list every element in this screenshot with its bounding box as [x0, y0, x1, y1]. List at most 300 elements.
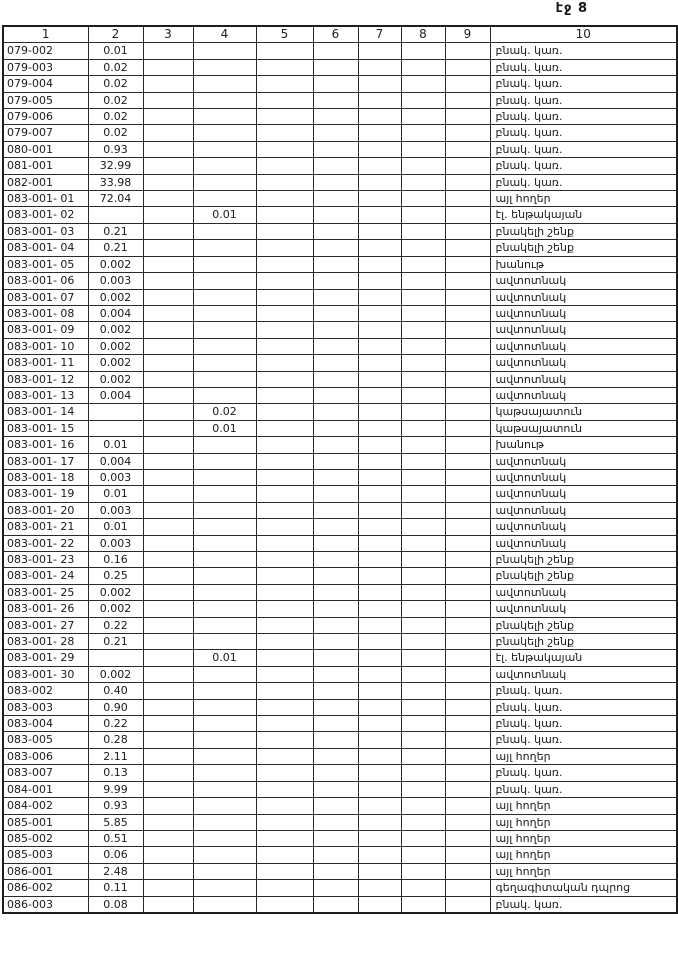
- table-cell: [445, 535, 490, 551]
- table-cell: 083-006: [3, 748, 88, 764]
- table-cell: [313, 601, 358, 617]
- table-cell: [256, 601, 313, 617]
- table-cell: [256, 584, 313, 600]
- table-cell: [445, 76, 490, 92]
- table-row: [3, 92, 677, 108]
- table-cell: 083-007: [3, 765, 88, 781]
- table-cell: 083-001- 21: [3, 519, 88, 535]
- table-cell: [401, 683, 445, 699]
- table-cell: [193, 305, 256, 321]
- table-cell: [445, 502, 490, 518]
- table-cell: [193, 174, 256, 190]
- table-cell: [358, 240, 401, 256]
- table-cell: [313, 174, 358, 190]
- table-cell: [313, 699, 358, 715]
- table-cell: բնակելի շենք: [490, 617, 677, 633]
- table-cell: [143, 798, 193, 814]
- table-row: [3, 716, 677, 732]
- table-cell: ավտոտնակ: [490, 338, 677, 354]
- table-cell: [445, 683, 490, 699]
- table-cell: կաթսայատուն: [490, 404, 677, 420]
- table-cell: [143, 552, 193, 568]
- table-cell: բնակ. կառ.: [490, 43, 677, 59]
- table-cell: [256, 716, 313, 732]
- table-row: [3, 781, 677, 797]
- table-cell: [143, 355, 193, 371]
- table-cell: [256, 847, 313, 863]
- table-cell: ավտոտնակ: [490, 453, 677, 469]
- table-cell: [143, 371, 193, 387]
- table-cell: [143, 568, 193, 584]
- table-cell: [445, 174, 490, 190]
- table-cell: [313, 207, 358, 223]
- table-cell: [143, 92, 193, 108]
- table-row: [3, 305, 677, 321]
- table-cell: ավտոտնակ: [490, 519, 677, 535]
- table-cell: [313, 486, 358, 502]
- table-cell: [193, 273, 256, 289]
- table-cell: [313, 305, 358, 321]
- table-row: [3, 76, 677, 92]
- table-cell: [401, 634, 445, 650]
- table-cell: 0.003: [88, 469, 143, 485]
- table-cell: [143, 699, 193, 715]
- table-cell: [313, 880, 358, 896]
- table-cell: [358, 289, 401, 305]
- table-cell: գեղագիտական դպրոց: [490, 880, 677, 896]
- table-cell: բնակ. կառ.: [490, 92, 677, 108]
- table-row: [3, 420, 677, 436]
- table-cell: [193, 552, 256, 568]
- table-cell: բնակելի շենք: [490, 568, 677, 584]
- table-row: [3, 223, 677, 239]
- table-cell: [445, 191, 490, 207]
- table-cell: 083-002: [3, 683, 88, 699]
- table-cell: [143, 469, 193, 485]
- table-cell: [313, 191, 358, 207]
- table-cell: [401, 666, 445, 682]
- table-cell: [401, 765, 445, 781]
- table-cell: [193, 191, 256, 207]
- table-cell: 0.004: [88, 387, 143, 403]
- table-cell: 083-001- 13: [3, 387, 88, 403]
- table-cell: 0.01: [193, 207, 256, 223]
- table-cell: [358, 896, 401, 913]
- table-cell: [401, 43, 445, 59]
- table-cell: [193, 289, 256, 305]
- table-cell: [358, 830, 401, 846]
- table-cell: [358, 355, 401, 371]
- table-row: [3, 371, 677, 387]
- table-cell: [143, 896, 193, 913]
- table-cell: [358, 191, 401, 207]
- table-cell: [256, 256, 313, 272]
- column-header: 2: [88, 26, 143, 43]
- table-cell: [358, 437, 401, 453]
- table-row: [3, 289, 677, 305]
- table-cell: 084-001: [3, 781, 88, 797]
- table-row: [3, 650, 677, 666]
- column-header: 3: [143, 26, 193, 43]
- table-cell: [143, 601, 193, 617]
- table-cell: [88, 207, 143, 223]
- table-cell: [445, 355, 490, 371]
- table-cell: [256, 732, 313, 748]
- table-cell: բնակ. կառ.: [490, 683, 677, 699]
- table-cell: [143, 650, 193, 666]
- table-cell: [256, 765, 313, 781]
- table-row: [3, 387, 677, 403]
- table-cell: [401, 732, 445, 748]
- table-row: [3, 830, 677, 846]
- table-cell: բնակելի շենք: [490, 240, 677, 256]
- table-cell: 0.01: [88, 437, 143, 453]
- table-cell: խանութ: [490, 437, 677, 453]
- table-cell: [445, 92, 490, 108]
- table-cell: [358, 847, 401, 863]
- table-cell: 0.22: [88, 716, 143, 732]
- table-row: [3, 519, 677, 535]
- table-cell: [143, 387, 193, 403]
- table-cell: [256, 420, 313, 436]
- table-cell: [401, 404, 445, 420]
- table-cell: 083-001- 28: [3, 634, 88, 650]
- table-cell: 0.002: [88, 338, 143, 354]
- table-cell: [143, 404, 193, 420]
- table-cell: 0.02: [88, 92, 143, 108]
- table-cell: [143, 765, 193, 781]
- table-cell: [358, 535, 401, 551]
- table-row: [3, 683, 677, 699]
- table-cell: [143, 289, 193, 305]
- table-cell: [401, 814, 445, 830]
- table-cell: [358, 634, 401, 650]
- table-row: [3, 666, 677, 682]
- table-cell: [358, 666, 401, 682]
- table-cell: [256, 59, 313, 75]
- table-cell: [313, 469, 358, 485]
- table-cell: 081-001: [3, 158, 88, 174]
- table-cell: այլ հողեր: [490, 863, 677, 879]
- table-cell: [193, 634, 256, 650]
- column-header: 9: [445, 26, 490, 43]
- table-cell: [358, 453, 401, 469]
- table-cell: [256, 223, 313, 239]
- table-cell: [445, 863, 490, 879]
- table-cell: [256, 76, 313, 92]
- table-cell: [358, 798, 401, 814]
- table-cell: [256, 191, 313, 207]
- table-cell: [313, 141, 358, 157]
- table-cell: [401, 830, 445, 846]
- table-cell: [313, 76, 358, 92]
- table-cell: 0.01: [88, 486, 143, 502]
- table-cell: [143, 814, 193, 830]
- table-cell: [445, 207, 490, 223]
- table-cell: [445, 847, 490, 863]
- table-cell: [256, 371, 313, 387]
- table-cell: 0.002: [88, 256, 143, 272]
- table-cell: 0.003: [88, 273, 143, 289]
- table-cell: [143, 666, 193, 682]
- table-cell: բնակ. կառ.: [490, 781, 677, 797]
- table-cell: [256, 880, 313, 896]
- table-cell: [358, 273, 401, 289]
- table-cell: [313, 535, 358, 551]
- table-cell: [445, 666, 490, 682]
- table-cell: 0.90: [88, 699, 143, 715]
- table-cell: [401, 880, 445, 896]
- table-row: [3, 732, 677, 748]
- table-cell: [256, 650, 313, 666]
- table-cell: [445, 634, 490, 650]
- table-cell: [313, 584, 358, 600]
- table-cell: ավտոտնակ: [490, 305, 677, 321]
- table-row: [3, 584, 677, 600]
- table-cell: 33.98: [88, 174, 143, 190]
- table-row: [3, 699, 677, 715]
- table-cell: [401, 76, 445, 92]
- table-cell: 72.04: [88, 191, 143, 207]
- table-cell: [445, 223, 490, 239]
- table-cell: 083-001- 03: [3, 223, 88, 239]
- table-cell: [401, 535, 445, 551]
- table-cell: ավտոտնակ: [490, 486, 677, 502]
- table-cell: [256, 699, 313, 715]
- table-cell: [256, 158, 313, 174]
- table-cell: [313, 289, 358, 305]
- table-cell: 0.06: [88, 847, 143, 863]
- table-cell: [313, 240, 358, 256]
- table-row: [3, 355, 677, 371]
- table-cell: [313, 847, 358, 863]
- table-cell: [143, 256, 193, 272]
- table-cell: [256, 683, 313, 699]
- table-cell: [256, 552, 313, 568]
- table-cell: [401, 141, 445, 157]
- table-cell: 0.002: [88, 666, 143, 682]
- table-cell: [313, 798, 358, 814]
- table-cell: [401, 174, 445, 190]
- table-cell: 079-007: [3, 125, 88, 141]
- table-cell: [401, 617, 445, 633]
- table-cell: 083-001- 06: [3, 273, 88, 289]
- table-row: [3, 896, 677, 913]
- table-cell: [401, 191, 445, 207]
- table-cell: [193, 59, 256, 75]
- table-cell: 080-001: [3, 141, 88, 157]
- table-cell: 0.08: [88, 896, 143, 913]
- table-cell: [143, 880, 193, 896]
- table-cell: [445, 158, 490, 174]
- table-cell: [358, 502, 401, 518]
- table-cell: 085-003: [3, 847, 88, 863]
- table-cell: [445, 437, 490, 453]
- table-cell: [193, 338, 256, 354]
- table-cell: [313, 716, 358, 732]
- table-cell: [445, 109, 490, 125]
- table-cell: 9.99: [88, 781, 143, 797]
- table-cell: [401, 437, 445, 453]
- table-row: [3, 43, 677, 59]
- table-cell: [143, 240, 193, 256]
- table-cell: [88, 404, 143, 420]
- table-cell: 0.21: [88, 223, 143, 239]
- table-cell: [401, 109, 445, 125]
- table-cell: [256, 141, 313, 157]
- table-cell: 0.004: [88, 453, 143, 469]
- table-cell: [401, 92, 445, 108]
- table-row: [3, 748, 677, 764]
- table-cell: [143, 830, 193, 846]
- table-cell: [193, 109, 256, 125]
- table-cell: 086-003: [3, 896, 88, 913]
- table-row: [3, 240, 677, 256]
- table-cell: [445, 469, 490, 485]
- table-cell: [256, 174, 313, 190]
- table-cell: 083-001- 27: [3, 617, 88, 633]
- header-row: [3, 26, 677, 43]
- table-cell: [256, 666, 313, 682]
- table-cell: այլ հողեր: [490, 847, 677, 863]
- table-cell: 079-003: [3, 59, 88, 75]
- table-cell: [401, 387, 445, 403]
- table-cell: [143, 519, 193, 535]
- table-row: [3, 453, 677, 469]
- table-cell: [193, 502, 256, 518]
- table-cell: [313, 92, 358, 108]
- table-cell: 083-001- 07: [3, 289, 88, 305]
- table-cell: բնակ. կառ.: [490, 896, 677, 913]
- table-cell: 0.01: [88, 519, 143, 535]
- table-cell: 0.21: [88, 240, 143, 256]
- table-cell: [256, 502, 313, 518]
- table-cell: 0.002: [88, 601, 143, 617]
- table-cell: ավտոտնակ: [490, 355, 677, 371]
- table-cell: 0.01: [88, 43, 143, 59]
- table-cell: բնակելի շենք: [490, 552, 677, 568]
- table-cell: [358, 125, 401, 141]
- table-cell: 083-001- 12: [3, 371, 88, 387]
- table-cell: [88, 650, 143, 666]
- table-cell: բնակ. կառ.: [490, 174, 677, 190]
- table-cell: [193, 141, 256, 157]
- table-cell: [143, 338, 193, 354]
- table-cell: այլ հողեր: [490, 830, 677, 846]
- table-cell: [401, 338, 445, 354]
- table-cell: [445, 453, 490, 469]
- table-row: [3, 880, 677, 896]
- table-cell: [445, 141, 490, 157]
- table-cell: 086-002: [3, 880, 88, 896]
- table-cell: [358, 322, 401, 338]
- table-cell: բնակ. կառ.: [490, 158, 677, 174]
- table-cell: [193, 781, 256, 797]
- table-cell: [358, 650, 401, 666]
- table-cell: [313, 732, 358, 748]
- table-cell: [313, 863, 358, 879]
- table-cell: [143, 863, 193, 879]
- table-cell: [143, 535, 193, 551]
- table-cell: [143, 502, 193, 518]
- table-cell: 083-001- 26: [3, 601, 88, 617]
- table-cell: [401, 584, 445, 600]
- table-row: [3, 322, 677, 338]
- table-cell: [401, 469, 445, 485]
- table-cell: 083-001- 04: [3, 240, 88, 256]
- table-cell: [256, 863, 313, 879]
- table-cell: [313, 125, 358, 141]
- table-cell: էլ. ենթակայան: [490, 650, 677, 666]
- table-cell: 083-001- 16: [3, 437, 88, 453]
- table-cell: [143, 223, 193, 239]
- table-cell: [358, 469, 401, 485]
- table-cell: կաթսայատուն: [490, 420, 677, 436]
- table-cell: [313, 666, 358, 682]
- table-cell: [256, 798, 313, 814]
- table-cell: [358, 584, 401, 600]
- table-cell: [401, 273, 445, 289]
- table-cell: 0.01: [193, 420, 256, 436]
- table-cell: 083-001- 25: [3, 584, 88, 600]
- table-cell: [256, 273, 313, 289]
- table-cell: [143, 716, 193, 732]
- table-cell: [193, 683, 256, 699]
- table-cell: 0.003: [88, 535, 143, 551]
- table-cell: 0.002: [88, 584, 143, 600]
- table-cell: [401, 486, 445, 502]
- land-parcel-table: [2, 25, 678, 914]
- table-cell: 083-001- 05: [3, 256, 88, 272]
- table-cell: [193, 158, 256, 174]
- table-cell: [358, 404, 401, 420]
- table-row: [3, 338, 677, 354]
- table-cell: [401, 371, 445, 387]
- table-cell: 083-001- 30: [3, 666, 88, 682]
- table-cell: 5.85: [88, 814, 143, 830]
- table-cell: [313, 404, 358, 420]
- table-cell: [358, 420, 401, 436]
- table-cell: [256, 240, 313, 256]
- table-cell: 083-001- 02: [3, 207, 88, 223]
- table-cell: 083-001- 17: [3, 453, 88, 469]
- table-cell: [313, 453, 358, 469]
- table-cell: [143, 748, 193, 764]
- table-cell: [256, 568, 313, 584]
- table-cell: բնակելի շենք: [490, 223, 677, 239]
- table-cell: [401, 453, 445, 469]
- page-number-label: էջ 8: [555, 1, 588, 16]
- table-cell: [193, 863, 256, 879]
- table-cell: [256, 437, 313, 453]
- table-cell: [143, 141, 193, 157]
- table-cell: [358, 880, 401, 896]
- table-row: [3, 437, 677, 453]
- table-cell: ավտոտնակ: [490, 371, 677, 387]
- table-cell: 0.02: [88, 76, 143, 92]
- table-cell: 0.93: [88, 798, 143, 814]
- table-cell: [445, 896, 490, 913]
- table-cell: [358, 716, 401, 732]
- table-cell: [445, 650, 490, 666]
- table-cell: [445, 420, 490, 436]
- table-cell: 083-001- 15: [3, 420, 88, 436]
- table-cell: ավտոտնակ: [490, 469, 677, 485]
- table-cell: ավտոտնակ: [490, 273, 677, 289]
- table-cell: 0.01: [193, 650, 256, 666]
- table-cell: [193, 732, 256, 748]
- table-cell: [401, 863, 445, 879]
